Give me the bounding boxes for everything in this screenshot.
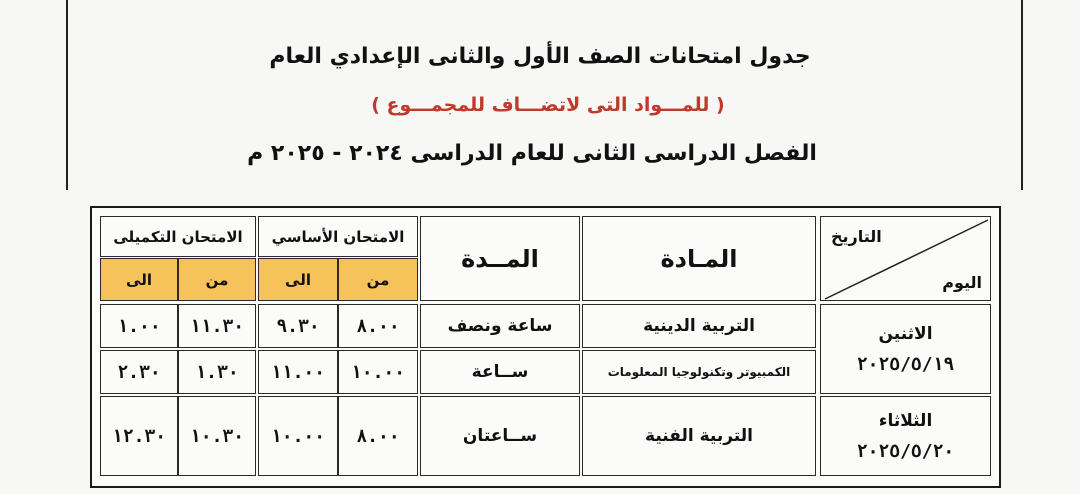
date-label: ٢٠٢٥/٥/١٩: [856, 353, 955, 375]
day-cell-tuesday: [820, 396, 991, 476]
subject-cell: التربية الفنية: [582, 396, 816, 476]
subject-header: المـادة: [582, 216, 816, 301]
makeup-from-header: من: [178, 258, 256, 301]
day-cell-monday: [820, 304, 991, 394]
page-subtitle: ( للمـــواد التى لاتضـــاف للمجمـــوع ): [371, 94, 725, 116]
main-to-cell: ١١.٠٠: [258, 350, 338, 394]
main-from-cell: ٨.٠٠: [338, 304, 418, 348]
makeup-exam-header: الامتحان التكميلى: [100, 216, 256, 257]
date-day-header: [820, 216, 991, 301]
main-from-header: من: [338, 258, 418, 301]
subject-cell: الكمبيوتر وتكنولوجيا المعلومات: [582, 350, 816, 394]
makeup-from-cell: ١.٣٠: [178, 350, 256, 394]
makeup-from-cell: ١٠.٣٠: [178, 396, 256, 476]
page-title: جدول امتحانات الصف الأول والثانى الإعدادي العام: [269, 44, 811, 69]
date-header-label: التاريخ: [831, 227, 882, 246]
duration-cell: ســاعة: [420, 350, 580, 394]
subject-cell: التربية الدينية: [582, 304, 816, 348]
main-to-cell: ٩.٣٠: [258, 304, 338, 348]
date-label: ٢٠٢٥/٥/٢٠: [856, 440, 955, 462]
day-label: الاثنين: [878, 323, 933, 344]
makeup-to-header: الى: [100, 258, 178, 301]
makeup-to-cell: ٢.٣٠: [100, 350, 178, 394]
duration-cell: ســاعتان: [420, 396, 580, 476]
main-to-header: الى: [258, 258, 338, 301]
makeup-to-cell: ١٢.٣٠: [100, 396, 178, 476]
main-from-cell: ٨.٠٠: [338, 396, 418, 476]
main-from-cell: ١٠.٠٠: [338, 350, 418, 394]
duration-header: المــدة: [420, 216, 580, 301]
exam-schedule-table: [90, 206, 1001, 488]
makeup-to-cell: ١.٠٠: [100, 304, 178, 348]
main-to-cell: ١٠.٠٠: [258, 396, 338, 476]
day-header-label: اليوم: [942, 273, 982, 292]
day-label: الثلاثاء: [878, 410, 933, 431]
duration-cell: ساعة ونصف: [420, 304, 580, 348]
makeup-from-cell: ١١.٣٠: [178, 304, 256, 348]
term-title: الفصل الدراسى الثانى للعام الدراسى ٢٠٢٤ - ٢٠٢٥ م: [247, 141, 817, 166]
main-exam-header: الامتحان الأساسي: [258, 216, 418, 257]
